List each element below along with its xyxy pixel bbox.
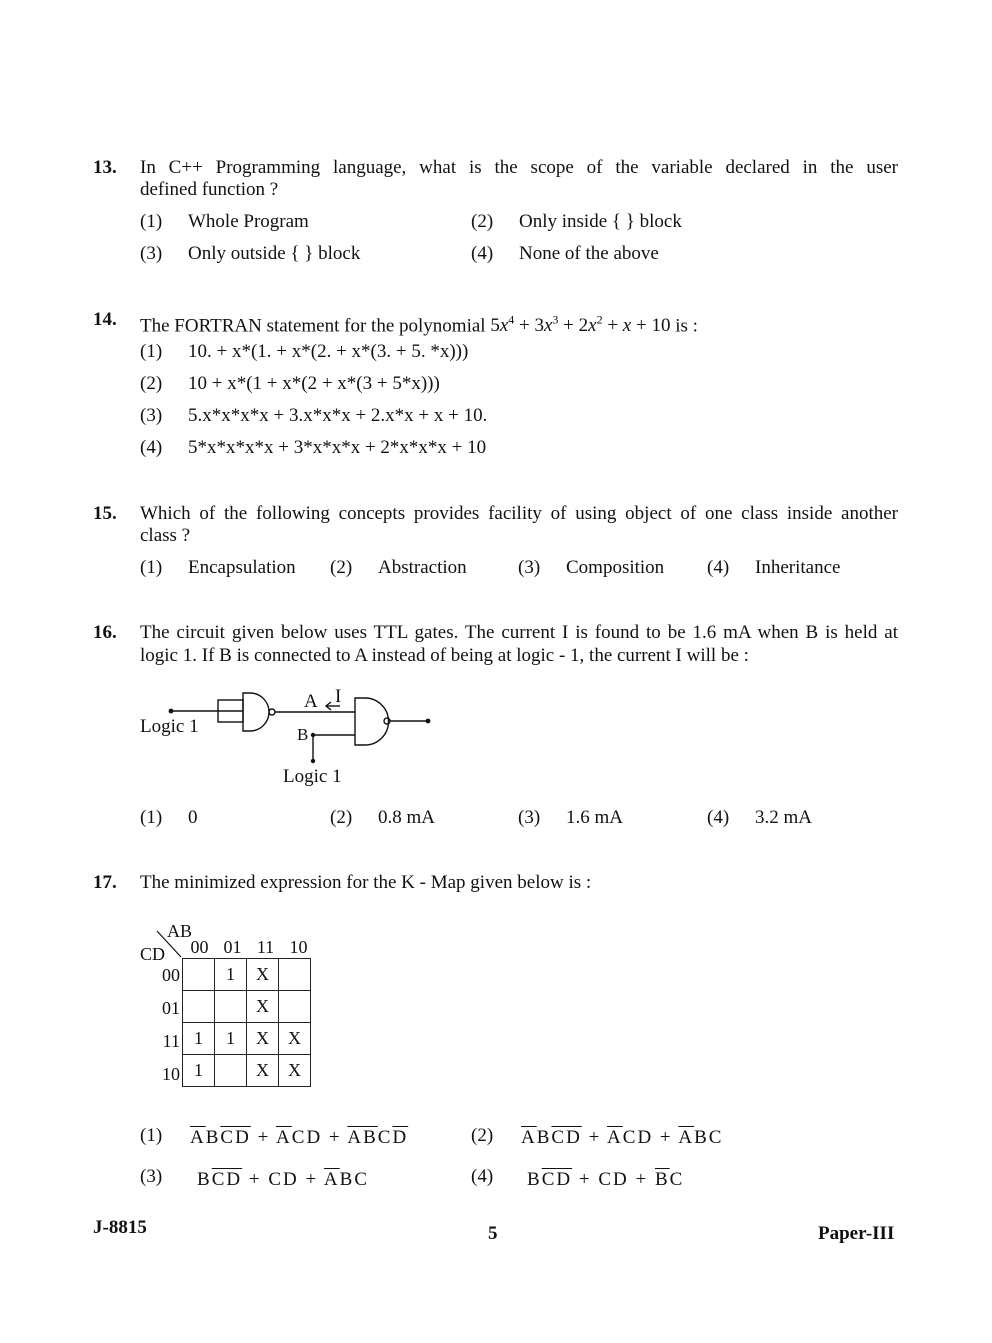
footer-exam-code: J-8815 <box>93 1217 147 1238</box>
kmap-col-header: 10 <box>289 937 308 957</box>
q17-option-3: $B\overline{C}\overline{D}$ + CD + $\overline{A}BC$ <box>197 1169 370 1190</box>
q17-option-3-num: (3) <box>140 1166 163 1187</box>
q13-text-cont: defined function ? <box>140 179 279 200</box>
q17-number: 17. <box>93 872 117 893</box>
q13-option-2: Only inside { } block <box>519 211 682 232</box>
q15-option-2: Abstraction <box>378 557 467 578</box>
kmap-cell: X <box>279 1023 311 1055</box>
circuit-bottom-label: Logic 1 <box>283 766 342 787</box>
kmap-col-header: 00 <box>190 937 209 957</box>
kmap-col-header: 11 <box>256 937 275 957</box>
kmap-cell <box>279 991 311 1023</box>
q14-option-1: 10. + x*(1. + x*(2. + x*(3. + 5. *x))) <box>188 341 469 362</box>
kmap-row <box>183 991 311 1023</box>
q15-text: Which of the following concepts provides facility of using object of one class inside another <box>140 503 898 524</box>
q16-text: The circuit given below uses TTL gates. The current I is found to be 1.6 mA when B is held at <box>140 622 898 643</box>
q13-option-4-num: (4) <box>471 243 494 264</box>
q15-option-1: Encapsulation <box>188 557 296 578</box>
footer-page-number: 5 <box>488 1223 498 1244</box>
kmap-cell <box>279 959 311 991</box>
q15-option-4: Inheritance <box>755 557 841 578</box>
q14-number: 14. <box>93 309 117 330</box>
q16-option-2-num: (2) <box>330 807 353 828</box>
q14-polynomial: $5x^4 + 3x^3 + 2x^2 + x + 10$ <box>490 313 671 337</box>
q17-option-2-num: (2) <box>471 1125 494 1146</box>
kmap-cell: 1 <box>215 959 247 991</box>
q15-number: 15. <box>93 503 117 524</box>
kmap-cell: 1 <box>215 1023 247 1055</box>
q14-text-prefix: The FORTRAN statement for the polynomial <box>140 315 486 337</box>
q15-option-4-num: (4) <box>707 557 730 578</box>
footer-paper-label: Paper-III <box>818 1223 895 1244</box>
circuit-current-label: I <box>335 686 342 707</box>
circuit-input-label: Logic 1 <box>140 716 199 737</box>
q16-option-3: 1.6 mA <box>566 807 623 828</box>
kmap-row-header: 00 <box>162 965 180 985</box>
kmap-cell: X <box>247 959 279 991</box>
q14-option-4: 5*x*x*x*x + 3*x*x*x + 2*x*x*x + 10 <box>188 437 487 458</box>
q13-number: 13. <box>93 157 117 178</box>
q14-option-2-num: (2) <box>140 373 163 394</box>
q13-option-3-num: (3) <box>140 243 163 264</box>
q16-option-4-num: (4) <box>707 807 730 828</box>
q16-option-3-num: (3) <box>518 807 541 828</box>
kmap-cell <box>215 991 247 1023</box>
q17-option-4-num: (4) <box>471 1166 494 1187</box>
kmap-row <box>183 959 311 991</box>
kmap-row-header: 10 <box>162 1064 180 1084</box>
q13-option-1: Whole Program <box>188 211 309 232</box>
q15-text-cont: class ? <box>140 525 191 546</box>
q13-option-4: None of the above <box>519 243 659 264</box>
q16-option-1: 0 <box>188 807 198 828</box>
q14-option-1-num: (1) <box>140 341 163 362</box>
q16-option-2: 0.8 mA <box>378 807 435 828</box>
q16-number: 16. <box>93 622 117 643</box>
kmap-cell: X <box>247 1055 279 1087</box>
kmap-cell: 1 <box>183 1023 215 1055</box>
q13-option-2-num: (2) <box>471 211 494 232</box>
q14-text-suffix: is : <box>675 315 698 337</box>
kmap-row-var: CD <box>140 944 166 964</box>
q14-option-3: 5.x*x*x*x + 3.x*x*x + 2.x*x + x + 10. <box>188 405 488 426</box>
kmap-row <box>183 1055 311 1087</box>
kmap-cell: X <box>247 991 279 1023</box>
q17-option-4: $B\overline{C}\overline{D}$ + CD + $\overline{B}C$ <box>527 1169 685 1190</box>
q13-text: In C++ Programming language, what is the scope of the variable declared in the user <box>140 157 898 178</box>
kmap-grid <box>182 958 311 1087</box>
kmap-col-var: AB <box>167 921 193 941</box>
q17-option-1-num: (1) <box>140 1125 163 1146</box>
q15-option-2-num: (2) <box>330 557 353 578</box>
q14-option-2: 10 + x*(1 + x*(2 + x*(3 + 5*x))) <box>188 373 440 394</box>
q14-option-3-num: (3) <box>140 405 163 426</box>
kmap-col-header: 01 <box>223 937 242 957</box>
circuit-node-a: A <box>304 691 318 712</box>
q16-option-1-num: (1) <box>140 807 163 828</box>
q17-text: The minimized expression for the K - Map given below is : <box>140 872 592 893</box>
kmap-cell <box>183 959 215 991</box>
kmap-cell: X <box>247 1023 279 1055</box>
kmap-row <box>183 1023 311 1055</box>
circuit-node-b: B <box>297 725 309 744</box>
kmap-row-header: 11 <box>162 1031 180 1051</box>
q13-option-1-num: (1) <box>140 211 163 232</box>
q13-option-3: Only outside { } block <box>188 243 361 264</box>
q17-option-1: $\overline{A}B\overline{C}\overline{D} + \overline{A}CD + \overline{A}\overline{B}C\overline{D}$ <box>190 1127 409 1148</box>
q15-option-3-num: (3) <box>518 557 541 578</box>
kmap-cell <box>183 991 215 1023</box>
q17-option-2: $\overline{A}B\overline{C}\overline{D} + \overline{A}CD + \overline{A}BC$ <box>521 1127 724 1148</box>
kmap-row-header: 01 <box>162 998 180 1018</box>
kmap-cell <box>215 1055 247 1087</box>
kmap-cell: X <box>279 1055 311 1087</box>
q15-option-1-num: (1) <box>140 557 163 578</box>
q16-option-4: 3.2 mA <box>755 807 812 828</box>
q15-option-3: Composition <box>566 557 665 578</box>
q16-text-cont: logic 1. If B is connected to A instead of being at logic - 1, the current I will be : <box>140 645 749 666</box>
q14-option-4-num: (4) <box>140 437 163 458</box>
kmap-cell: 1 <box>183 1055 215 1087</box>
